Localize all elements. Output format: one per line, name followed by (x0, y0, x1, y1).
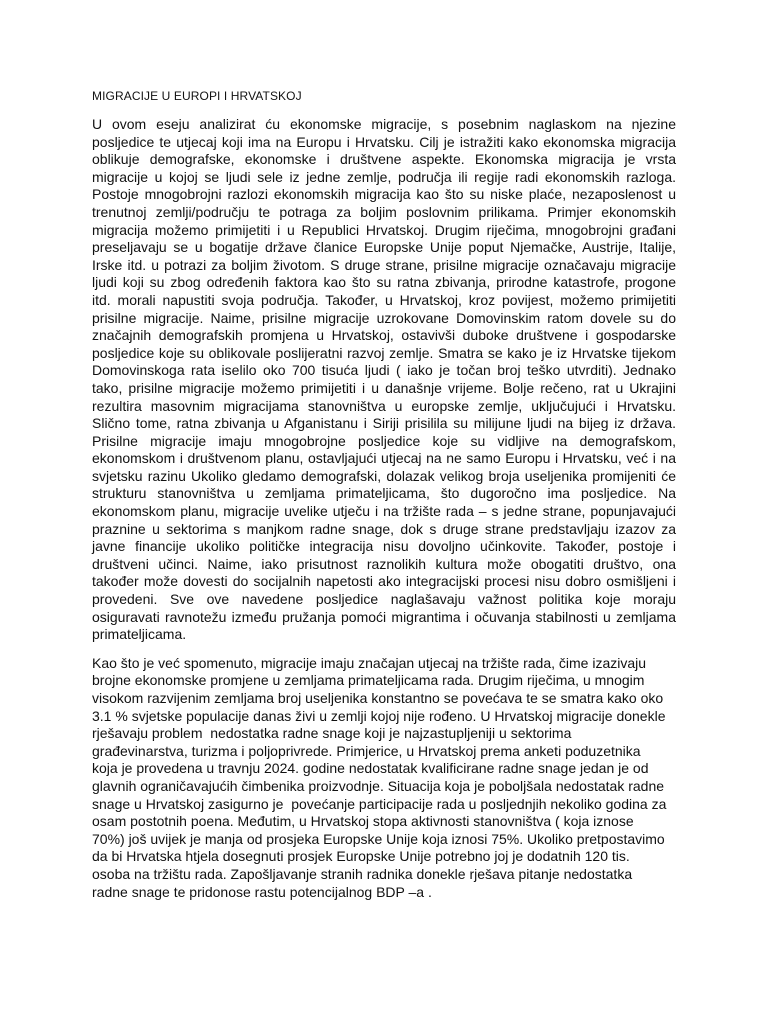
text-line: tako, prisilne migracije možemo primijetiti i u današnje vrijeme. Bolje rečeno, rat u Ukrajini (92, 379, 676, 396)
text-line: 70%) još uvijek je manja od prosjeka Europske Unije koja iznosi 75%. Ukoliko pretpostavimo (92, 830, 665, 847)
text-line: ekonomskom planu, migracije uvelike utječu i na tržište rada – s jedne strane, popunjavajući (92, 503, 676, 520)
text-line: svjetsku razinu Ukoliko gledamo demografski, dolazak velikog broja useljenika promijeniti će (92, 467, 676, 484)
text-line: praznine u sektorima s manjkom radne snage, dok s druge strane predstavljaju izazov za (92, 520, 676, 537)
text-line: posljedice koje su oblikovale poslijeratni razvoj zemlje. Smatra se kako je iz Hrvatske tijekom (92, 344, 676, 361)
paragraph-2 (92, 655, 676, 901)
text-line: brojne ekonomske promjene u zemljama primateljicama rada. Drugim riječima, u mnogim (92, 672, 645, 689)
text-line: osam postotnih poena. Međutim, u Hrvatskoj stopa aktivnosti stanovništva ( koja iznose (92, 813, 634, 830)
text-line: posljedice te utjecaj koji ima na Europu i Hrvatsku. Cilj je istražiti kako ekonomska migracija (92, 133, 676, 150)
text-line: oblikuje demografske, ekonomske i društvene aspekte. Ekonomska migracija je vrsta (92, 151, 676, 168)
text-line: primateljicama. (92, 626, 187, 643)
text-line: javne financije ukoliko političke integracija nisu dovoljno učinkovite. Također, postoje i (92, 538, 676, 555)
text-line: također može dovesti do socijalnih napetosti ako integracijski procesi nisu dobro osmišljeni i (92, 573, 676, 590)
paragraph-1 (92, 116, 676, 644)
text-line: itd. morali napustiti svoja područja. Također, u Hrvatskoj, kroz povijest, možemo primijetiti (92, 291, 676, 308)
text-line: ljudi koji su zbog određenih faktora kao što su ratna zbivanja, prirodne katastrofe, progone (92, 274, 676, 291)
text-line: rezultira masovnim migracijama stanovništva u europske zemlje, uključujući i Hrvatsku. (92, 397, 676, 414)
text-line: preseljavaju se u bogatije države članice Europske Unije poput Njemačke, Austrije, Italije, (92, 239, 676, 256)
text-line: osiguravati ravnotežu između pružanja pomoći migrantima i očuvanja stabilnosti u zemljama (92, 608, 676, 625)
text-line: društveni učinci. Naime, iako prisutnost raznolikih kultura može obogatiti društvo, ona (92, 555, 676, 572)
document-title: MIGRACIJE U EUROPI I HRVATSKOJ (92, 89, 302, 103)
text-line: osoba na tržištu rada. Zapošljavanje stranih radnika donekle rješava pitanje nedostatka (92, 865, 633, 882)
text-line: trenutnoj zemlji/području te potraga za boljim poslovnim prilikama. Primjer ekonomskih (92, 203, 676, 220)
text-line: građevinarstva, turizma i poljoprivrede. Primjerice, u Hrvatskoj prema anketi poduzetnika (92, 742, 641, 759)
text-line: koja je provedena u travnju 2024. godine nedostatak kvalificirane radne snage jedan je od (92, 760, 649, 777)
text-line: Irske itd. u potrazi za boljim životom. S druge strane, prisilne migracije označavaju migracije (92, 256, 676, 273)
text-line: migracije u kojoj se ljudi sele iz jedne zemlje, područja ili regije radi ekonomskih razloga. (92, 168, 676, 185)
text-line: Postoje mnogobrojni razlozi ekonomskih migracija kao što su niske plaće, nezaposlenost u (92, 186, 676, 203)
text-line: visokom razvijenim zemljama broj useljenika konstantno se povećava te se smatra kako oko (92, 690, 664, 706)
paragraph-gap (92, 644, 676, 655)
text-line: provedeni. Sve ove navedene posljedice naglašavaju važnost politika koje moraju (92, 591, 676, 608)
text-line: strukturu stanovništva u zemljama primateljicama, što dugoročno ima posljedice. Na (92, 485, 676, 502)
text-line: rješavaju problem nedostatka radne snage koji je najzastupljeniji u sektorima (92, 725, 572, 742)
text-line: 3.1 % svjetske populacije danas živi u zemlji kojoj nije rođeno. U Hrvatskoj migracije donekle (92, 707, 666, 724)
text-line: značajnih demografskih promjena u Hrvatskoj, ostavivši duboke društvene i gospodarske (92, 327, 676, 344)
document-body (92, 116, 676, 901)
text-line: Slično tome, ratna zbivanja u Afganistanu i Siriji prisilila su milijune ljudi na bijeg iz država. (92, 415, 676, 432)
text-line: U ovom eseju analizirat ću ekonomske migracije, s posebnim naglaskom na njezine (92, 116, 676, 132)
text-line: Kao što je već spomenuto, migracije imaju značajan utjecaj na tržište rada, čime izazivaju (92, 654, 647, 671)
text-line: prisilne migracije. Naime, prisilne migracije uzrokovane Domovinskim ratom dovele su do (92, 309, 676, 326)
text-line: da bi Hrvatska htjela dosegnuti prosjek Europske Unije potrebno joj je dodatnih 120 tis. (92, 848, 630, 865)
text-line: Domovinskoga rata iselilo oko 700 tisuća ljudi ( iako je točan broj teško utvrditi). Jednako (92, 362, 676, 379)
text-line: migracija možemo primijetiti i u Republici Hrvatskoj. Drugim riječima, mnogobrojni građani (92, 221, 676, 238)
text-line: glavnih ograničavajućih čimbenika proizvodnje. Situacija koja je poboljšala nedostatak radne (92, 777, 665, 794)
text-line: snage u Hrvatskoj zasigurno je povećanje participacije rada u posljednjih nekoliko godina za (92, 795, 667, 812)
text-line: ekonomskom i društvenom planu, ostavljajući utjecaj na ne samo Europu i Hrvatsku, već i na (92, 450, 676, 467)
document-page (92, 88, 676, 901)
text-line: radne snage te pridonose rastu potencijalnog BDP –a . (92, 883, 432, 900)
text-line: Prisilne migracije imaju mnogobrojne posljedice koje su vidljive na demografskom, (92, 432, 676, 449)
